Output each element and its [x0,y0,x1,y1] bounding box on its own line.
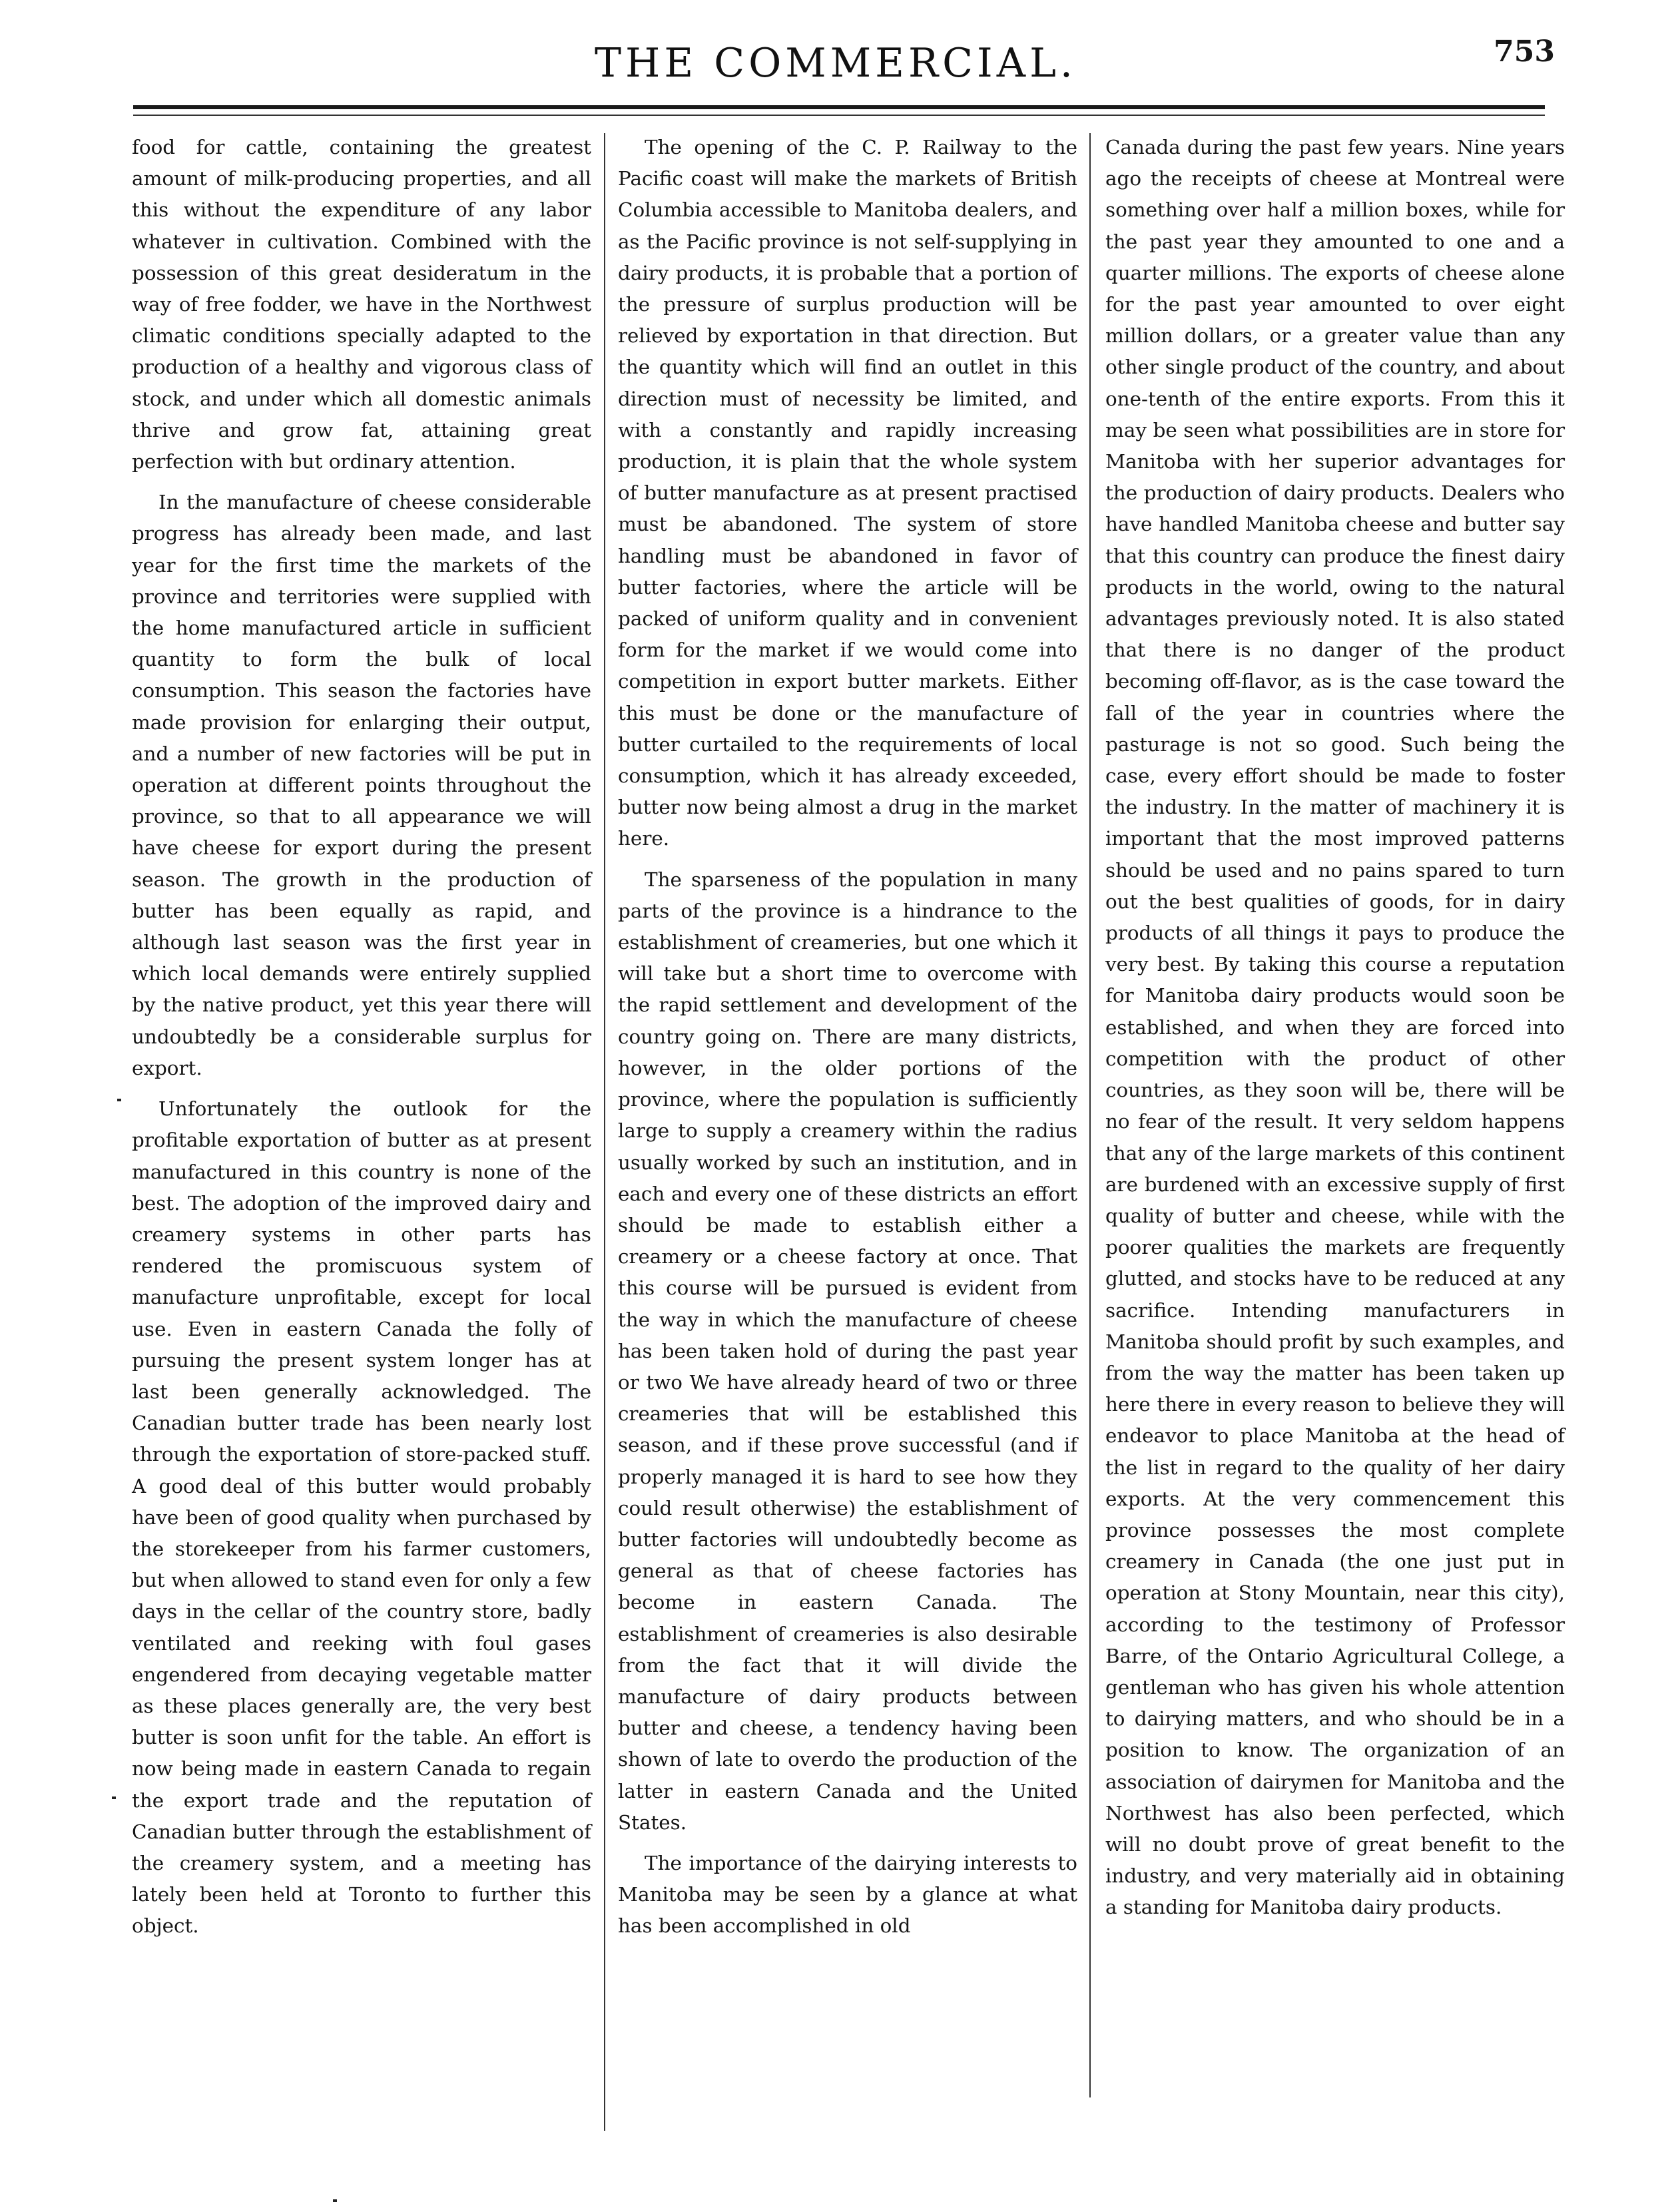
paragraph: Canada during the past few years. Nine years ago the receipts of cheese at Montreal were something over half a million boxes, while for the past year they amounted to one and a quarter millions. The exports of cheese alone for the past year amounted to over eight million dollars, or a greater value than any other single product of the country, and about one-tenth of the entire exports. From this it may be seen what possibilities are in store for Manitoba with her superior advantages for the production of dairy products. Dealers who have handled Manitoba cheese and butter say that this country can produce the finest dairy products in the world, owing to the natural advantages previously noted. It is also stated that there is no danger of the product becoming off-flavor, as is the case toward the fall of the year in countries where the pasturage is not so good. Such being the case, every effort should be made to foster the industry. In the matter of machinery it is important that the most improved patterns should be used and no pains spared to turn out the best qualities of goods, for in dairy products of all things it pays to produce the very best. By taking this course a reputation for Manitoba dairy products would soon be established, and when they are forced into competition with the product of other countries, as they soon will be, there will be no fear of the result. It very seldom happens that any of the large markets of this continent are burdened with an excessive supply of first quality of butter and cheese, while with the poorer qualities the markets are frequently glutted, and stocks have to be reduced at any sacrifice. Intending manufacturers in Manitoba should profit by such examples, and from the way the matter has been taken up here there in every reason to believe they will endeavor to place Manitoba at the head of the list in regard to the quality of her dairy exports. At the very commencement this province possesses the most complete creamery in Canada (the one just put in operation at Stony Mountain, near this city), according to the testimony of Professor Barre, of the Ontario Agricultural College, a gentleman who has given his whole attention to dairying matters, and who should be in a position to know. The organization of an association of dairymen for Manitoba and the Northwest has also been perfected, which will no doubt prove of great benefit to the industry, and very materially aid in obtaining a standing for Manitoba dairy products. [1105,136,1565,1919]
header-rule-thick [133,105,1545,109]
column-divider [604,133,605,2131]
paragraph: The sparseness of the population in many parts of the province is a hindrance to the establishment of creameries, but one which it will take but a short time to overcome with the rapid settlement and development of the country going on. There are many districts, however, in the older portions of the province, where the population is sufficiently large to supply a creamery within the radius usually worked by such an institution, and in each and every one of these districts an effort should be made to establish either a creamery or a cheese factory at once. That this course will be pursued is evident from the way in which the manufacture of cheese has been taken hold of during the past year or two We have already heard of two or three creameries that will be established this season, and if these prove successful (and if properly managed it is hard to see how they could result otherwise) the establishment of butter factories will undoubtedly become as general as that of cheese factories has become in eastern Canada. The establishment of creameries is also desirable from the fact that it will divide the manufacture of dairy products between butter and cheese, a tendency having been shown of late to overdo the production of the latter in eastern Canada and the United States. [618,868,1077,1834]
column-divider [1089,133,1091,2097]
header-rule-thin [133,115,1545,116]
article-column-3 [1105,132,1565,1924]
publication-title: THE COMMERCIAL. [594,40,1077,87]
masthead [117,35,1555,108]
print-speck [333,2199,337,2202]
print-speck [112,1797,116,1799]
paragraph: The importance of the dairying interests to Manitoba may be seen by a glance at what has been accomplished in old [618,1851,1077,1938]
paragraph: food for cattle, containing the greatest amount of milk-producing properties, and all this without the expenditure of any labor whatever in cultivation. Combined with the possession of this great desideratum in the way of free fodder, we have in the Northwest climatic conditions specially adapted to the production of a healthy and vigorous class of stock, and under which all domestic animals thrive and grow fat, attaining great perfection with but ordinary attention. [132,136,591,473]
article-column-2 [618,132,1077,1942]
paragraph: Unfortunately the outlook for the profitable exportation of butter as at present manufactured in this country is none of the best. The adoption of the improved dairy and creamery systems in other parts has rendered the promiscuous system of manufacture unprofitable, except for local use. Even in eastern Canada the folly of pursuing the present system longer has at last been generally acknowledged. The Canadian butter trade has been nearly lost through the exportation of store-packed stuff. A good deal of this butter would probably have been of good quality when purchased by the storekeeper from his farmer customers, but when allowed to stand even for only a few days in the cellar of the country store, badly ventilated and reeking with foul gases engendered from decaying vegetable matter as these places generally are, the very best butter is soon unfit for the table. An effort is now being made in eastern Canada to regain the export trade and the reputation of Canadian butter through the establishment of the creamery system, and a meeting has lately been held at Toronto to further this object. [132,1097,591,1938]
paragraph: The opening of the C. P. Railway to the Pacific coast will make the markets of British Columbia accessible to Manitoba dealers, and as the Pacific province is not self-supplying in dairy products, it is probable that a portion of the pressure of surplus production will be relieved by exportation in that direction. But the quantity which will find an outlet in this direction must of necessity be limited, and with a constantly and rapidly increasing production, it is plain that the whole system of butter manufacture as at present practised must be abandoned. The system of store handling must be abandoned in favor of butter factories, where the article will be packed of uniform quality and in convenient form for the market if we would come into competition in export butter markets. Either this must be done or the manufacture of butter curtailed to the requirements of local consumption, which it has already exceeded, butter now being almost a drug in the market here. [618,136,1077,850]
paragraph: In the manufacture of cheese considerable progress has already been made, and last year for the first time the markets of the province and territories were supplied with the home manufactured article in sufficient quantity to form the bulk of local consumption. This season the factories have made provision for enlarging their output, and a number of new factories will be put in operation at different points throughout the province, so that to all appearance we will have cheese for export during the present season. The growth in the production of butter has been equally as rapid, and although last season was the first year in which local demands were entirely supplied by the native product, yet this year there will undoubtedly be a considerable surplus for export. [132,491,591,1079]
page-number: 753 [1494,35,1555,69]
print-speck [117,1099,121,1101]
article-column-1 [132,132,591,1942]
